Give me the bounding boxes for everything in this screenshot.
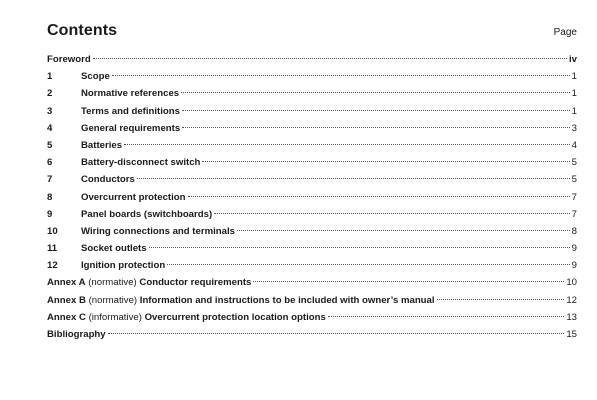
toc-entry-page: 13 [566, 311, 577, 323]
toc-entry-6[interactable] [47, 154, 577, 171]
toc-entry-page: 1 [571, 105, 577, 117]
toc-entry-annex-c[interactable] [47, 309, 577, 326]
toc-entry-1[interactable] [47, 68, 577, 85]
toc-entry-page: 5 [571, 157, 577, 169]
annex-qualifier: (normative) [88, 277, 137, 289]
toc-entry-page: 5 [571, 174, 577, 186]
toc-entry-title: Normative references [81, 88, 180, 100]
toc-entry-number: 7 [47, 174, 53, 186]
annex-qualifier: (informative) [88, 311, 142, 323]
dot-leader [149, 247, 570, 248]
toc-entry-number: 10 [47, 225, 58, 237]
toc-entry-number: 1 [47, 71, 53, 83]
toc-entry-title: Panel boards (switchboards) [81, 208, 213, 220]
toc-entry-title: Conductors [81, 174, 135, 186]
dot-leader [93, 58, 567, 59]
toc-entry-title: Batteries [81, 139, 123, 151]
annex-label: Annex A [47, 277, 86, 289]
toc-entry-3[interactable] [47, 103, 577, 120]
toc-entry-title: Information and instructions to be included with owner’s manual [139, 294, 435, 306]
toc-entry-title: Scope [81, 71, 110, 83]
toc-entry-title: Terms and definitions [81, 105, 180, 117]
toc-entry-7[interactable] [47, 171, 577, 188]
toc-entry-page: 9 [571, 260, 577, 272]
toc-entry-page: 15 [566, 329, 577, 340]
toc-entry-2[interactable] [47, 85, 577, 102]
toc-entry-title: Overcurrent protection [81, 191, 186, 203]
toc-entry-title: Foreword [47, 54, 91, 65]
toc-entry-title: General requirements [81, 122, 181, 134]
dot-leader [437, 299, 565, 300]
dot-leader [167, 264, 569, 265]
toc-entry-page: 4 [571, 139, 577, 151]
toc-entry-12[interactable] [47, 257, 577, 274]
toc-entry-10[interactable] [47, 223, 577, 240]
toc-entry-title: Conductor requirements [139, 277, 252, 289]
toc-entry-page: 3 [571, 122, 577, 134]
toc-entry-page: 9 [571, 243, 577, 255]
dot-leader [182, 127, 569, 128]
dot-leader [181, 92, 570, 93]
toc-entry-8[interactable] [47, 189, 577, 206]
toc-entry-5[interactable] [47, 137, 577, 154]
toc-entry-number: 5 [47, 139, 53, 151]
toc-entry-number: 3 [47, 105, 53, 117]
toc-entry-title: Ignition protection [81, 260, 166, 272]
toc-entry-page: iv [568, 54, 577, 65]
toc-entry-title: Socket outlets [81, 243, 147, 255]
toc-entry-text [47, 309, 326, 326]
toc-entry-number: 11 [47, 243, 58, 255]
dot-leader [137, 178, 570, 179]
dot-leader [188, 196, 570, 197]
toc-entry-9[interactable] [47, 206, 577, 223]
table-of-contents [47, 22, 577, 343]
annex-qualifier: (normative) [88, 294, 138, 306]
toc-header [47, 22, 577, 46]
page-title: Contents [47, 22, 118, 39]
toc-entry-number: 2 [47, 88, 53, 100]
toc-entry-bibliography[interactable] [47, 326, 577, 343]
dot-leader [182, 110, 570, 111]
toc-entry-page: 7 [571, 191, 577, 203]
toc-entry-page: 1 [571, 71, 577, 83]
annex-label: Annex B [47, 294, 86, 306]
dot-leader [253, 281, 564, 282]
toc-entry-annex-b[interactable] [47, 292, 577, 309]
toc-entry-page: 8 [571, 225, 577, 237]
dot-leader [202, 161, 569, 162]
toc-entry-number: 4 [47, 122, 53, 134]
toc-entry-title: Wiring connections and terminals [81, 225, 235, 237]
toc-entry-11[interactable] [47, 240, 577, 257]
dot-leader [108, 333, 565, 334]
toc-entry-foreword[interactable] [47, 51, 577, 68]
annex-label: Annex C [47, 311, 86, 323]
dot-leader [112, 75, 570, 76]
toc-entry-text [47, 292, 435, 309]
dot-leader [328, 316, 565, 317]
toc-entry-page: 10 [566, 277, 577, 289]
toc-entry-page: 7 [571, 208, 577, 220]
toc-entry-number: 8 [47, 191, 53, 203]
toc-entry-page: 12 [566, 294, 577, 306]
toc-entry-number: 12 [47, 260, 58, 272]
toc-entry-annex-a[interactable] [47, 274, 577, 291]
page-column-label: Page [553, 27, 577, 38]
dot-leader [124, 144, 570, 145]
toc-entry-number: 6 [47, 157, 53, 169]
toc-entry-4[interactable] [47, 120, 577, 137]
toc-entry-title: Battery-disconnect switch [81, 157, 201, 169]
dot-leader [214, 213, 570, 214]
toc-entry-text [47, 274, 251, 291]
toc-entry-title: Bibliography [47, 329, 106, 340]
toc-entry-page: 1 [571, 88, 577, 100]
dot-leader [237, 230, 570, 231]
toc-entry-number: 9 [47, 208, 53, 220]
toc-entry-title: Overcurrent protection location options [144, 311, 326, 323]
